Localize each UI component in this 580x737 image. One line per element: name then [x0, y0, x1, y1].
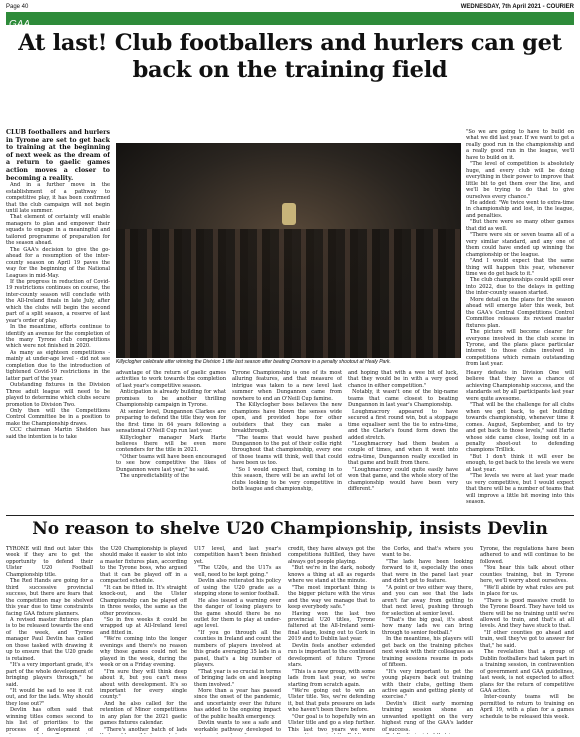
story1-paragraph: And in a further move in the establishment of a pathway to competitive play, it has been confirmed that the club campaign will not begin until late summer.: [6, 182, 110, 214]
story2-paragraph: Devlin also reiterated his policy of using the U20 grade as a stepping stone to senior football.: [194, 578, 281, 598]
story2-paragraph: [382, 733, 473, 734]
story2-paragraph: "That's the big goal, it's about how many lads we can bring through to senior football.": [382, 616, 473, 636]
story1-paragraph: "Other teams will have been encouraged to see how competitive the likes of Dungannon were last year," he said.: [116, 453, 226, 473]
story2-paragraph: "We're coming into the longer evenings and there's no reason why those games could not be played in the week, during the week or on a Friday evening.: [100, 636, 187, 669]
story2-paragraph: "It's very important to get the young players back out training with their clubs, getting them active again and getting plenty of exercise.": [382, 668, 473, 701]
story1-paragraph: Heavy defeats in Division One will believe that they have a chance of achieving Championship success, and the standards set by all participants last year were quite awesome.: [466, 370, 574, 402]
story1-paragraph: CCC chairman Martin Sheldon has said the intention is to take: [6, 427, 110, 440]
story2-paragraph: "I'm sure they will think deep about it, but you can't mess about with development. It's so important for every single county.": [100, 668, 187, 701]
story1-headline: At last! Club footballers and hurlers can get back on the training field: [18, 30, 562, 83]
story1-paragraph: "Loughmacrory could quite easily have won that game, and the whole story of the championship would have been very different.": [348, 466, 458, 493]
story2-paragraph: "If you go through all the counties in Ireland and count the numbers of players involved at this grade averaging 35 lads in a panel, that's a big number of players.: [194, 629, 281, 669]
story1-column-4: [348, 370, 458, 513]
story-divider: [6, 515, 574, 516]
story2-paragraph: "If other counties go ahead and train, well they've got to answer for that," he said.: [480, 629, 574, 649]
story2-column-5: [382, 546, 473, 734]
story2-paragraph: Devlin feels another extended run is important to the continued development of future Tyrone stars.: [288, 642, 375, 669]
story1-paragraph: If the progress in reduction of Covid-19 restrictions continues on course, the inter-county season will conclude with the All-Ireland finals in late July, after which the clubs will begin the second part of a split season, a reserve of last year's order of play.: [6, 278, 110, 324]
story2-column-2: [100, 546, 187, 734]
photo-players: [116, 229, 461, 358]
story1-paragraph: The club championships could spill over into 2022, due to the delays in getting the inter-county season started.: [466, 277, 574, 297]
section-band: [6, 12, 574, 30]
story1-paragraph: "But there were so many other games that did as well.: [466, 219, 574, 232]
story1-paragraph: Notably, it wasn't one of the big-name teams that came closest to beating Dungannon in last year's Championship.: [348, 389, 458, 409]
story1-paragraph: "There were six or seven teams all of a very similar standard, and any one of them could have ended up winning the championship or the league.: [466, 232, 574, 258]
story1-paragraph: Only then will the Competitions Control Committee be in a position to make the Championship draws.: [6, 408, 110, 427]
story2-paragraph: The revelation that a group of Dublin footballers had taken part in a training session, in contravention of government and GAA guidelines, last week, is not expected to affect plans for the return of competitive GAA action.: [480, 649, 574, 694]
story2-paragraph: "A point or two either way there, and you can see that the lads aren't far away from getting to that next level, pushing through for selection at senior level.: [382, 584, 473, 617]
story2-paragraph: Having won the last two provincial U20 titles, Tyrone faltered at the All-Ireland semi-final stage, losing out to Cork in 2019 and to Dublin last year.: [288, 610, 375, 643]
team-celebration-photo: [116, 143, 461, 358]
story1-paragraph: The unpredictability of the: [120, 473, 190, 480]
story2-paragraph: He also issued a warning over the danger of losing players to the game should there be no outlet for them to play at under-age level.: [194, 597, 281, 630]
story1-paragraph: That element of certainty will enable managers to plan and empower their squads to engage in a meaningful and tailored programme of preparation for the season ahead.: [6, 214, 110, 247]
story2-column-3: [194, 546, 281, 734]
photo-trophy: [282, 203, 296, 225]
story1-paragraph: The GAA's decision to give the go-ahead for a resumption of the inter-county season on April 19 paves the way for the beginning of the National Leagues in mid-May.: [6, 246, 110, 279]
story1-column-1: [6, 129, 110, 513]
story2-paragraph: "There is good massive credit to the Tyrone Board. They have told us there will be no training until we're allowed to train, and that's at all levels. And they have stuck to that.: [480, 597, 574, 630]
story1-paragraph: "The level of competition is absolutely huge, and every club will be doing everything in their power to improve that little bit to get them over the line, and we'll be trying to do that to give ourselves every chance.": [466, 161, 574, 200]
story2-paragraph: "But we're in the dark, nobody knows a thing at all as regards where we stand at the minute.: [288, 565, 375, 585]
story1-paragraph: The Killyclogher boss believes the new champions have blown the senses wide open, and provided hope for other outsiders that they can make a breakthrough.: [232, 402, 342, 435]
story1-paragraph: "Loughmacrory had them beaten a couple of times, and when it went into extra-time, Dungannon really excelled in that game and built from there.: [348, 440, 458, 467]
story2-paragraph: TYRONE will find out later this week if they are to get the opportunity to defend their Ulster U20 Football Championship title.: [6, 546, 93, 578]
story2-paragraph: "Our goal is to hopefully win an Ulster title and go a step further. This last two years we were: [288, 713, 375, 733]
story1-paragraph: "So we are going to have to build on what we did last year. If we want to get a really good run in the championship and a really good run in the league, we'll have to build on it.: [466, 129, 574, 161]
page-number: Page 40: [6, 4, 29, 10]
story2-paragraph: "We're going out to win an Ulster title. Yes, we're defending it, but that puts pressure on lads who haven't been there before.: [288, 687, 375, 714]
issue-date: WEDNESDAY, 7th April 2021 - COURIER: [460, 4, 574, 10]
story2-paragraph: "It can be fitted in. It's straight knock-out, and the Ulster Championship can be played off in three weeks, the same as the other provinces.: [100, 584, 187, 617]
story2-paragraph: "There's another batch of lads: [104, 726, 187, 733]
photo-caption: Killyclogher celebrate after winning the Division 1 title last season after beating Dromore in a penalty shootout at Healy Park.: [116, 359, 391, 365]
story1-column-6: [466, 129, 574, 367]
story2-paragraph: U17 level, and last year's competition hasn't been finished yet.: [194, 546, 281, 565]
story2-paragraph: A revised master fixtures plan is to be released towards the end of the week, and Tyrone manager Paul Devlin has called on those tasked with drawing it up to ensure that the U20 grade is retained.: [6, 616, 93, 662]
story2-paragraph: "It would be sad to see it cut out, and for the lads. Why should they lose out?": [6, 687, 93, 707]
story2-paragraph: "So in five weeks it could be wrapped up at All-Ireland level and fitted in.: [100, 616, 187, 636]
story2-column-6: [480, 546, 574, 734]
story1-column-5: [466, 370, 574, 513]
story2-paragraph: the Corks, and that's where you want to be.: [382, 546, 473, 559]
story2-paragraph: credit, they have always got the competitions fulfilled, they have always got people playing.: [288, 546, 375, 565]
story1-paragraph: Killyclogher manager Mark Harte believes there will be even more contenders for the title in 2021.: [116, 434, 226, 454]
story2-paragraph: "The most important thing is the bigger picture with the virus and the way we manage that to keep everybody safe.": [288, 584, 375, 611]
story2-paragraph: And he also called for the retention of Minor competitions in any plan for the 2021 gaelic games fixtures calendar.: [100, 700, 187, 727]
story1-column-2: [116, 370, 226, 513]
story2-column-4: [288, 546, 375, 734]
story2-paragraph: In the meantime, his players will get back on the training pitches next week with their colleagues as training sessions resume in pods of fifteen.: [382, 636, 473, 669]
story1-paragraph: "So I would expect that, coming in to this season, there will be an awful lot of clubs looking to be very competitive in both league and championship,: [232, 466, 342, 493]
page-header: [6, 2, 574, 12]
story2-headline: No reason to shelve U20 Championship, insists Devlin: [32, 519, 548, 539]
story1-lead: CLUB footballers and hurlers in Tyrone are set to get back to training at the beginning of next week as the dream of a return to gaelic games action moves a closer to becoming a reality.: [6, 129, 110, 182]
story1-paragraph: He added: "We twice went to extra-time in championship and lost, in the league, and penalties.: [466, 199, 574, 219]
story1-paragraph: Loughmacrory appeared to have secured a first round win, but a stoppage time equaliser sent the tie to extra-time, and the Clarke's found form down the added stretch.: [348, 408, 458, 441]
story2-paragraph: "It's a very important grade, it's part of the whole development of bringing players through," he said.: [6, 662, 93, 688]
story1-paragraph: At senior level, Dungannon Clarkes are preparing to defend the title they won for the first time in 64 years following a sensational O'Neill Cup run last year.: [116, 408, 226, 435]
story2-paragraph: "The lads have been looking forward to it, especially the ones that were in the panel last year and didn't get to feature.: [382, 558, 473, 585]
story2-paragraph: The Red Hands are going for a third successive provincial success, but there are fears that the competition may be shelved this year due to time constraints facing GAA fixture planners.: [6, 578, 93, 617]
story2-paragraph: "The U20s, and the U17s as well, need to be kept going.": [194, 565, 281, 578]
story1-paragraph: The picture will become clearer for everyone involved in the club scene in Tyrone, and the plans place particular interest to those clubs involved in competitions which remain outstanding from last year.: [466, 329, 574, 367]
story2-paragraph: Devlin has often said that winning titles comes second to his list of priorities to the process of development of: [6, 707, 93, 733]
story2-paragraph: Inter-county teams will be permitted to return to training on April 19, with a plan for a games schedule to be released this week.: [480, 694, 574, 720]
story1-paragraph: "That will be the challenge for all clubs when we get back, to get building towards championship, whenever time it comes. August, September, and to try and get back to those levels," said Harte whose side came close, losing out in a penalty shoot-out to defending champions Trillick.: [466, 402, 574, 454]
story1-paragraph: Outstanding fixtures in the Division Three adult league will need to be played to determine which clubs secure promotion to Division Two.: [6, 382, 110, 408]
story2-paragraph: More than a year has passed since the onset of the pandemic, and uncertainty over the future has added to the ongoing impact of the public health emergency.: [194, 687, 281, 720]
story1-paragraph: More detail on the plans for the season ahead will emerge later this week, but the GAA's Central Competitions Control Committee releases its revised master fixtures plan.: [466, 296, 574, 329]
story1-paragraph: advantage of the return of gaelic games activities to work towards the completion of last year's competitive season.: [116, 370, 226, 389]
story2-paragraph: "You hear this talk about other counties training, but in Tyrone here, we'll worry about ourselves.: [480, 565, 574, 585]
story2-paragraph: Devlin wants to see a safe and workable pathway developed to: [194, 720, 281, 733]
story1-paragraph: As many as eighteen competitions - mainly at under-age level - did not see completion due to the introduction of tightened Covid-19 restrictions in the latter part of the year.: [6, 349, 110, 382]
story1-paragraph: In the meantime, efforts continue to identify an avenue for the completion of the many Tyrone club competitions which were not finished in 2020.: [6, 324, 110, 350]
story2-paragraph: the U20 Championship is played should make it easier to slot into a master fixtures plan, according to the Tyrone boss, who argued that it can be played off in a compacted schedule.: [100, 546, 187, 585]
story1-paragraph: "And I would expect that the same thing will happen this year, whenever time we do get back to it.": [466, 258, 574, 277]
story2-column-1: [6, 546, 93, 734]
story1-paragraph: Anticipation is already building for what promises to be another thrilling Championship campaign in Tyrone.: [116, 389, 226, 409]
story2-paragraph: "That year is so crucial in terms of bringing lads on and keeping them involved.": [194, 668, 281, 688]
story1-paragraph: "But I don't think it will ever be enough, to get back to the levels we were at last year.: [466, 453, 574, 473]
story2-paragraph: Devlin's illicit early morning training session shone an unwanted spotlight on the very highest rung of the GAA's ladder of success.: [382, 700, 473, 733]
story1-column-3: [232, 370, 342, 513]
story1-paragraph: and hoping that with a wee bit of luck, that they would be in with a very good chance in either competition.": [348, 370, 458, 389]
story2-paragraph: "This is a new group, with some lads from last year, so we're starting from scratch again.: [288, 668, 375, 688]
story1-paragraph: "The teams that would have pushed Dungannon to the put of their collie right throughout that championship, every one of those teams will think, well that could have been us too.: [232, 434, 342, 467]
story2-paragraph: Tyrone, the regulations have been adhered to and will continue to be followed.: [480, 546, 574, 565]
story1-paragraph: Tyrone Championship is one of its most alluring features, and that measure of intrigue was taken to a new level last summer when Dungannon came from nowhere to end an O'Neill Cup famine.: [232, 370, 342, 402]
story2-paragraph: "We'll abide by what rules are put in place for us.: [480, 584, 574, 598]
section-label: GAA: [9, 19, 31, 30]
story1-paragraph: "The levels we were at last year made us very competitive, but I would expect that there will be a number of teams that will improve a little bit moving into this season.: [466, 473, 574, 506]
